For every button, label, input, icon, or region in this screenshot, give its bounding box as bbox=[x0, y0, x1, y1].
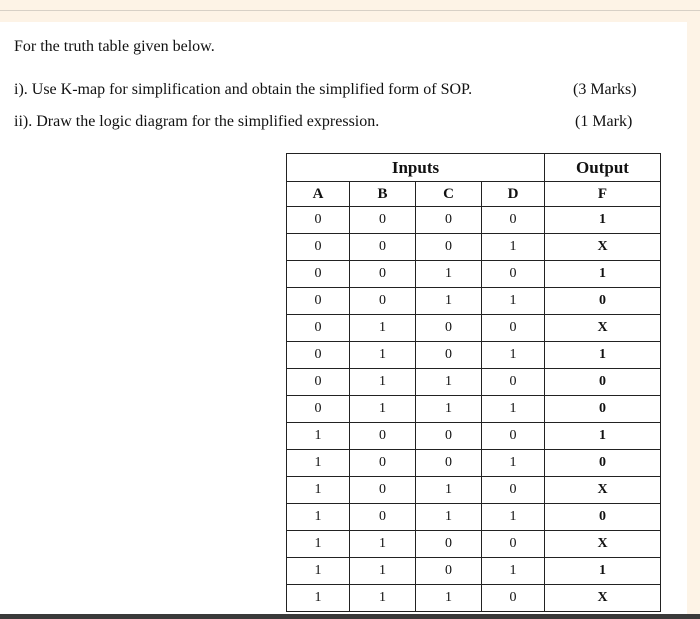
input-cell: 0 bbox=[350, 234, 416, 261]
table-row bbox=[287, 585, 661, 612]
input-cell: 0 bbox=[287, 342, 350, 369]
input-cell: 1 bbox=[482, 342, 545, 369]
output-cell: 0 bbox=[545, 288, 661, 315]
column-header-c: C bbox=[416, 182, 482, 207]
input-cell: 1 bbox=[482, 450, 545, 477]
input-cell: 0 bbox=[482, 261, 545, 288]
input-cell: 1 bbox=[482, 234, 545, 261]
table-row bbox=[287, 504, 661, 531]
input-cell: 0 bbox=[287, 207, 350, 234]
input-cell: 1 bbox=[416, 585, 482, 612]
input-cell: 1 bbox=[350, 585, 416, 612]
output-cell: 0 bbox=[545, 450, 661, 477]
input-cell: 1 bbox=[350, 396, 416, 423]
inputs-header: Inputs bbox=[287, 154, 545, 182]
input-cell: 0 bbox=[287, 315, 350, 342]
input-cell: 0 bbox=[287, 261, 350, 288]
table-row bbox=[287, 450, 661, 477]
input-cell: 0 bbox=[350, 423, 416, 450]
output-cell: 1 bbox=[545, 558, 661, 585]
input-cell: 1 bbox=[482, 288, 545, 315]
input-cell: 0 bbox=[416, 234, 482, 261]
input-cell: 0 bbox=[287, 234, 350, 261]
input-cell: 1 bbox=[416, 396, 482, 423]
output-cell: 1 bbox=[545, 423, 661, 450]
column-header-b: B bbox=[350, 182, 416, 207]
output-cell: 1 bbox=[545, 261, 661, 288]
truth-table bbox=[286, 153, 661, 612]
input-cell: 1 bbox=[350, 342, 416, 369]
output-cell: X bbox=[545, 315, 661, 342]
table-row bbox=[287, 207, 661, 234]
input-cell: 1 bbox=[350, 369, 416, 396]
output-cell: X bbox=[545, 531, 661, 558]
input-cell: 0 bbox=[416, 423, 482, 450]
input-cell: 0 bbox=[287, 369, 350, 396]
input-cell: 0 bbox=[350, 288, 416, 315]
input-cell: 1 bbox=[287, 585, 350, 612]
table-row bbox=[287, 423, 661, 450]
input-cell: 0 bbox=[350, 450, 416, 477]
input-cell: 1 bbox=[287, 477, 350, 504]
input-cell: 0 bbox=[416, 315, 482, 342]
input-cell: 1 bbox=[287, 423, 350, 450]
input-cell: 0 bbox=[482, 207, 545, 234]
output-cell: X bbox=[545, 585, 661, 612]
input-cell: 1 bbox=[416, 369, 482, 396]
output-cell: 0 bbox=[545, 504, 661, 531]
input-cell: 1 bbox=[350, 558, 416, 585]
input-cell: 0 bbox=[416, 342, 482, 369]
input-cell: 0 bbox=[482, 477, 545, 504]
input-cell: 0 bbox=[416, 450, 482, 477]
truth-table-body bbox=[287, 207, 661, 612]
input-cell: 1 bbox=[287, 450, 350, 477]
column-header-row bbox=[287, 182, 661, 207]
input-cell: 0 bbox=[350, 504, 416, 531]
table-row bbox=[287, 477, 661, 504]
output-cell: X bbox=[545, 234, 661, 261]
input-cell: 1 bbox=[350, 531, 416, 558]
input-cell: 1 bbox=[287, 504, 350, 531]
input-cell: 0 bbox=[482, 315, 545, 342]
input-cell: 0 bbox=[482, 423, 545, 450]
output-cell: 1 bbox=[545, 342, 661, 369]
column-header-f: F bbox=[545, 182, 661, 207]
table-row bbox=[287, 315, 661, 342]
output-header: Output bbox=[545, 154, 661, 182]
input-cell: 1 bbox=[482, 558, 545, 585]
output-cell: 0 bbox=[545, 396, 661, 423]
question-1-marks: (3 Marks) bbox=[573, 81, 637, 98]
input-cell: 1 bbox=[350, 315, 416, 342]
table-row bbox=[287, 558, 661, 585]
input-cell: 1 bbox=[482, 396, 545, 423]
table-row bbox=[287, 342, 661, 369]
table-row bbox=[287, 396, 661, 423]
input-cell: 1 bbox=[482, 504, 545, 531]
group-header-row bbox=[287, 154, 661, 182]
input-cell: 0 bbox=[416, 207, 482, 234]
input-cell: 1 bbox=[416, 261, 482, 288]
input-cell: 0 bbox=[482, 585, 545, 612]
input-cell: 1 bbox=[416, 477, 482, 504]
intro-text: For the truth table given below. bbox=[14, 38, 215, 55]
table-row bbox=[287, 288, 661, 315]
input-cell: 1 bbox=[416, 504, 482, 531]
column-header-d: D bbox=[482, 182, 545, 207]
table-row bbox=[287, 261, 661, 288]
input-cell: 0 bbox=[482, 531, 545, 558]
input-cell: 0 bbox=[350, 207, 416, 234]
input-cell: 0 bbox=[350, 261, 416, 288]
bottom-edge bbox=[0, 614, 700, 619]
input-cell: 0 bbox=[416, 558, 482, 585]
input-cell: 0 bbox=[287, 396, 350, 423]
input-cell: 0 bbox=[287, 288, 350, 315]
input-cell: 1 bbox=[287, 558, 350, 585]
input-cell: 1 bbox=[287, 531, 350, 558]
output-cell: 0 bbox=[545, 369, 661, 396]
question-2-text: ii). Draw the logic diagram for the simplified expression. bbox=[14, 113, 380, 130]
input-cell: 0 bbox=[350, 477, 416, 504]
table-row bbox=[287, 369, 661, 396]
question-2-marks: (1 Mark) bbox=[575, 113, 633, 130]
input-cell: 0 bbox=[482, 369, 545, 396]
table-row bbox=[287, 531, 661, 558]
output-cell: 1 bbox=[545, 207, 661, 234]
output-cell: X bbox=[545, 477, 661, 504]
input-cell: 0 bbox=[416, 531, 482, 558]
question-1-text: i). Use K-map for simplification and obtain the simplified form of SOP. bbox=[14, 81, 473, 98]
input-cell: 1 bbox=[416, 288, 482, 315]
top-divider bbox=[0, 10, 700, 11]
table-row bbox=[287, 234, 661, 261]
column-header-a: A bbox=[287, 182, 350, 207]
